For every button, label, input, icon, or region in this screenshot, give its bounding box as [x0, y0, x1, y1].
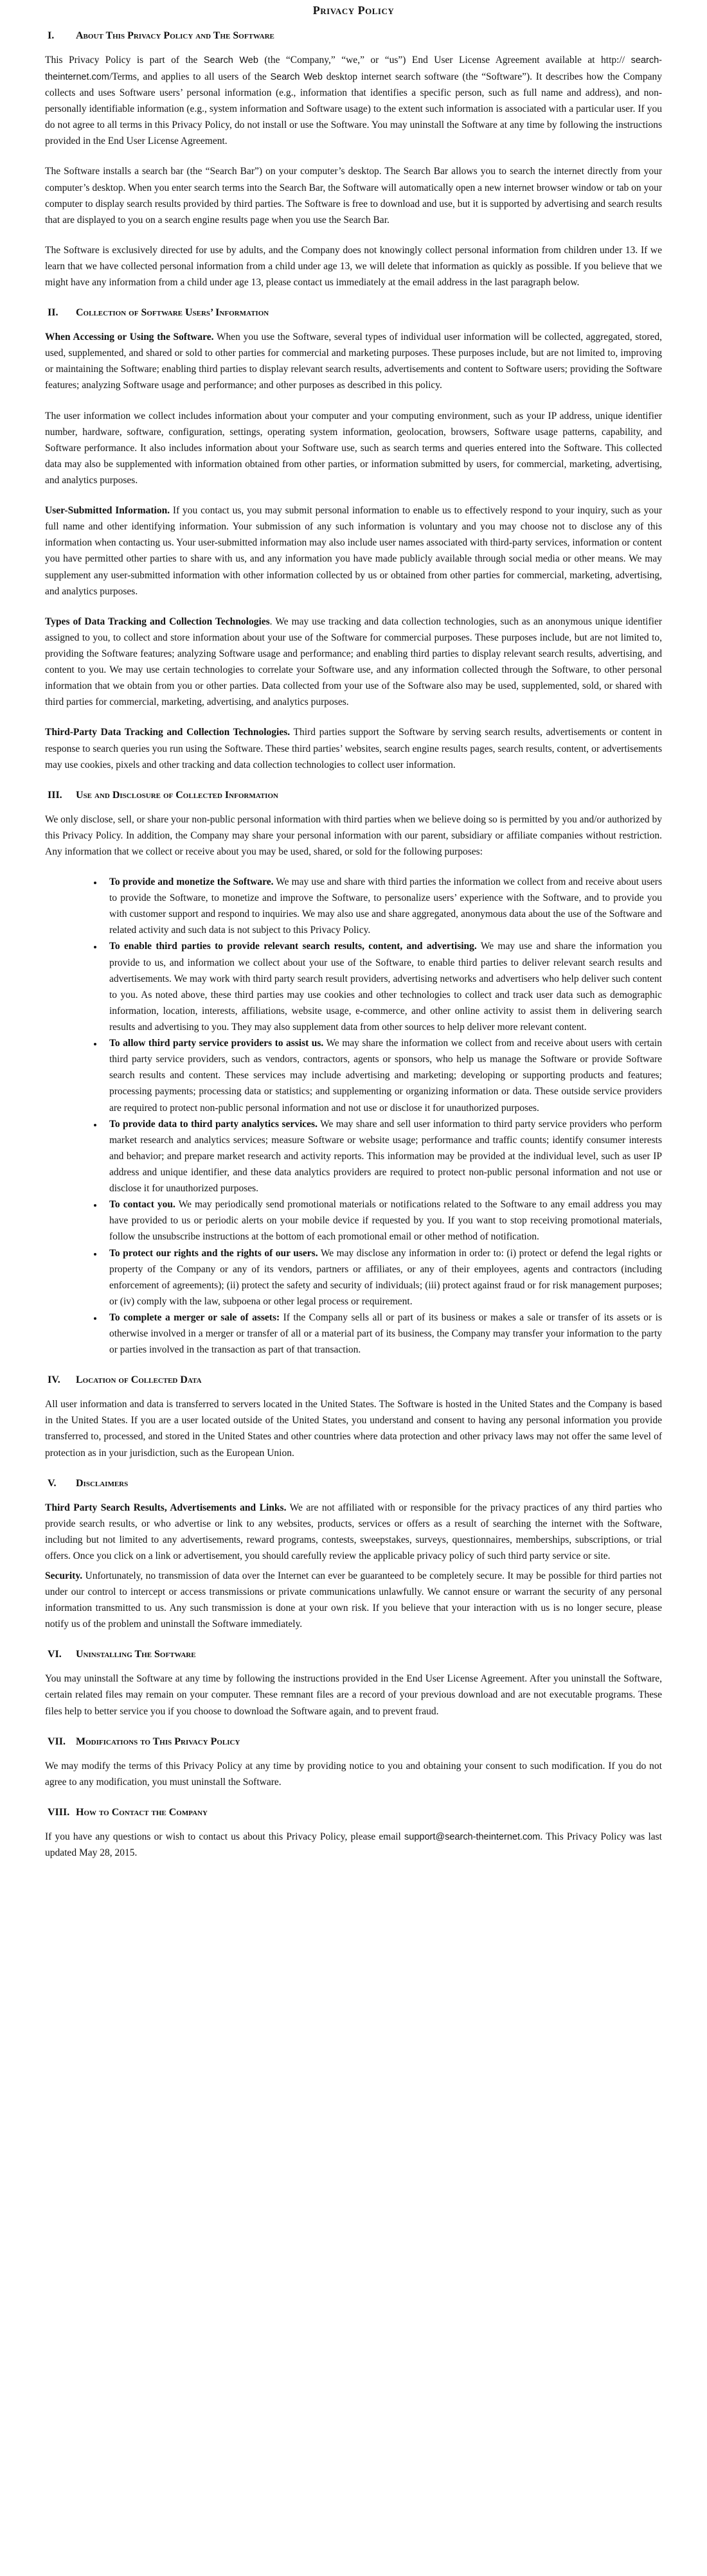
paragraph: All user information and data is transferred to servers located in the United States. The Software is hosted in the United States and the Company is based in the United States. If you are a user located outside of the United States, you understand and consent to having any personal information you provide transferred to, processed, and stored in the United States and other countries where data protection and other privacy laws may not offer the same level of protection as in your jurisdiction, such as the European Union. [45, 1399, 662, 1459]
paragraph-lead: When Accessing or Using the Software. [45, 332, 214, 343]
list-item-text: We may share and sell user information to third party service providers who perform market research and analytics services; measure Software or website usage; performance and traffic counts; identify consumer interests and behavior; and prepare market research and activity reports. This information may be provided at the individual level, such as user IP address and unique identifier, and these data analytics providers are required to protect non-public personal information and not use or disclose it for unauthorized purposes. [109, 1118, 662, 1195]
section-number: III. [48, 789, 62, 801]
text: Unfortunately, no transmission of data over the Internet can ever be guaranteed to be completely secure. It may be possible for third parties not under our control to intercept or access transmissions or private communications unlawfully. We cannot ensure or warrant the security of any personal information transmitted to us. Any such transmission is done at your own risk. If you believe that your interaction with us is no longer secure, please notify us of the problem and uninstall the Software immediately. [45, 1570, 662, 1630]
paragraph: The user information we collect includes information about your computer and your computing environment, such as your IP address, unique identifier number, hardware, software, configuration, settings, operating system information, geolocation, browsers, Software usage patterns, capability, and Software performance. It also includes information about your Software use, such as search terms and queries entered into the Software. This collected data may also be supplemented with information obtained from other parties, or information submitted by users, for commercial, marketing, advertising, and analytics purposes. [45, 410, 662, 486]
section-heading-uninstalling [45, 1646, 662, 1663]
section-title: Use and Disclosure of Collected Information [76, 789, 278, 801]
list-item [103, 1196, 662, 1245]
list-item-text: We may share the information we collect from and receive about users with certain third party service providers, such as vendors, contractors, agents or sponsors, who help us manage the Software or provide Software search results and content. These services may include advertising and marketing; developing or supporting products and features; processing payments; processing data or statistics; and supplementing or organizing information or data. These outside service providers are required to protect non-public personal information and not use or disclose it for unauthorized purposes. [109, 1038, 662, 1114]
section-number: V. [48, 1477, 57, 1489]
text: . We may use tracking and data collection technologies, such as an anonymous unique identifier assigned to you, to collect and store information about your use of the Software for commercial purposes. These purposes include, but are not limited to, providing the Software features; analyzing Software usage and performance; and enabling third parties to display relevant search results, advertising, and content to you. We may use certain technologies to correlate your Software use, and any information collected through the Software, to other personal information that we obtain from you or other parties. Data collected from your use of the Software also may be used, supplemented, sold, or shared with third parties for commercial, marketing, advertising, and analytics purposes. [45, 616, 662, 708]
website-link[interactable]: search-theinternet.com [45, 55, 662, 82]
brand-name: Search Web [270, 71, 323, 82]
paragraph [45, 502, 662, 600]
list-item-lead: To provide and monetize the Software. [109, 876, 274, 887]
text: If you contact us, you may submit personal information to enable us to effectively respond to your inquiry, such as your full name and other identifying information. Your submission of any such information is voluntary and you may choose not to disclose any of this information when contacting us. Your user-submitted information may also include user names associated with third-party services, information or content you have permitted other parties to share with us, and any information you have made publicly available through social media or other means. We may supplement any user-submitted information with other information collected by us or obtained from other parties for commercial, marketing, advertising, and analytics purposes. [45, 505, 663, 597]
paragraph [45, 329, 662, 393]
section-heading-modifications [45, 1734, 662, 1750]
list-item-text: We may periodically send promotional materials or notifications related to the Software to any email address you may have provided to us or periodic alerts on your mobile device if requested by you. If you want to stop receiving promotional materials, follow the unsubscribe instructions at the bottom of each promotional email or other method of notification. [109, 1199, 662, 1243]
paragraph [45, 614, 662, 711]
paragraph: We may modify the terms of this Privacy Policy at any time by providing notice to you and obtaining your consent to such modification. If you do not agree to any modification, you must uninstall the Software. [45, 1760, 662, 1788]
list-item [103, 1035, 662, 1116]
list-item-lead: To allow third party service providers to assist us. [109, 1038, 324, 1049]
section-title: Uninstalling The Software [76, 1649, 196, 1660]
list-item-text: If the Company sells all or part of its business or makes a sale or transfer of its assets or is otherwise involved in a merger or transfer of all or a material part of its business, the Company may transfer your information to the party or parties involved in the transaction as part of that transaction. [109, 1311, 662, 1356]
section-title: Collection of Software Users’ Information [76, 307, 269, 319]
text: We are not affiliated with or responsible for the privacy practices of any third parties who provide search results, or who advertise or link to any websites, products, services or offers as a result of searching the internet with the Software, including but not limited to any advertisements, reward programs, contests, sweepstakes, surveys, questionnaires, memberships, subscriptions, or trial offers. Once you click on a link or advertisement, you should carefully review the applicable privacy policy of such third party service or site. [45, 1502, 662, 1561]
paragraph [45, 1829, 662, 1861]
list-item-text: We may use and share with third parties the information we collect from and receive about users to provide the Software, to monetize and improve the Software, to personalize users’ experience with the Software, and to provide you with customer support and respond to inquiries. We may also use and share aggregated, anonymous data about the use of the Software and related activity and such data is not subject to this Privacy Policy. [109, 876, 662, 936]
list-item-lead: To enable third parties to provide relevant search results, content, and advertising. [109, 941, 477, 952]
page-title: Privacy Policy [312, 4, 395, 17]
section-number: VI. [48, 1649, 62, 1660]
section-title: Modifications to This Privacy Policy [76, 1736, 240, 1747]
paragraph-lead: Third-Party Data Tracking and Collection Technologies. [45, 727, 291, 738]
section-heading-location [45, 1372, 662, 1389]
section-heading-contact [45, 1804, 662, 1821]
text: (the “Company,” “we,” or “us”) End User License Agreement available at http:// [258, 55, 625, 66]
text: Third parties support the Software by serving search results, advertisements or content in response to search queries you run using the Software. These third parties’ websites, search engine results pages, search results, content, or advertisements may use cookies, pixels and other tracking and data collection technologies to collect user information. [45, 727, 662, 770]
paragraph: The Software installs a search bar (the “Search Bar”) on your computer’s desktop. The Search Bar allows you to search the internet directly from your computer’s desktop. When you enter search terms into the Search Bar, the Software will automatically open a new internet browser window or tab on your computer to display search results provided by third parties. The Software is free to download and use, but it is supported by advertising and search results that are displayed to you on a search engine results page when you use the Search Bar. [45, 166, 662, 226]
paragraph [45, 1500, 662, 1564]
text: This Privacy Policy is part of the [45, 55, 204, 66]
paragraph [45, 1568, 662, 1632]
list-item-lead: To contact you. [109, 1199, 175, 1211]
section-title: Disclaimers [76, 1477, 129, 1489]
list-item [103, 938, 662, 1035]
text: If you have any questions or wish to contact us about this Privacy Policy, please email [45, 1831, 405, 1842]
purposes-list [45, 874, 662, 1358]
paragraph-lead: Types of Data Tracking and Collection Technologies [45, 616, 270, 627]
paragraph: The Software is exclusively directed for use by adults, and the Company does not knowingly collect personal information from children under 13. If we learn that we have collected personal information from a child under age 13, we will delete that information as quickly as possible. If you believe that we might have any information from a child under age 13, please contact us immediately at the email address in the last paragraph below. [45, 244, 662, 289]
text: desktop internet search software (the “Software”). It describes how the Company collects and uses Software users’ personal information (e.g., information that identifies a specific person, such as full name and address), and non-personally identifiable information (e.g., system information and Software usage) to the extent such information is associated with a particular user. If you do not agree to all terms in this Privacy Policy, do not install or use the Software. You may uninstall the Software at any time by following the instructions provided in the End User License Agreement. [45, 71, 662, 147]
paragraph: We only disclose, sell, or share your non-public personal information with third parties when we believe doing so is permitted by you and/or authorized by this Privacy Policy. In addition, the Company may share your personal information with our parent, subsidiary or affiliate companies without restriction. Any information that we collect or receive about you may be used, shared, or sold for the following purposes: [45, 813, 662, 857]
section-title: How to Contact the Company [76, 1806, 208, 1818]
list-item [103, 874, 662, 938]
section-number: I. [48, 30, 55, 42]
list-item [103, 1245, 662, 1310]
section-heading-use-disclosure [45, 787, 662, 804]
brand-name: Search Web [203, 55, 258, 66]
section-heading-disclaimers [45, 1475, 662, 1492]
list-item-text: We may use and share the information you provide to us, and information we collect about your use of the Software, to enable third parties to deliver relevant search results and advertisements. We may work with third party search result providers, advertising networks and advertisers who help deliver such content to you. As noted above, these third parties may use cookies and other technologies to collect and track user data such as demographic information, location, interests, affiliations, website usage, e-commerce, and other online activity to assist them in delivering search results and advertising to you. They may also supplement data from other sources to help deliver more relevant content. [109, 941, 662, 1033]
section-title: Location of Collected Data [76, 1374, 202, 1386]
paragraph-lead: User-Submitted Information. [45, 505, 170, 517]
section-number: IV. [48, 1374, 60, 1386]
paragraph [45, 724, 662, 772]
list-item [103, 1116, 662, 1197]
section-title: About This Privacy Policy and The Software [76, 30, 274, 42]
list-item [103, 1310, 662, 1358]
section-number: VIII. [48, 1806, 70, 1818]
list-item-text: We may disclose any information in order to: (i) protect or defend the legal rights or property of the Company or any of its vendors, partners or affiliates, or any of their employees, agents and contractors (including enforcement of agreements); (ii) protect the safety and security of individuals; (iii) protect against fraud or for risk management purposes; or (iv) comply with the law, subpoena or other legal process or requirement. [109, 1247, 662, 1307]
section-number: VII. [48, 1736, 66, 1747]
paragraph: You may uninstall the Software at any time by following the instructions provided in the End User License Agreement. After you uninstall the Software, certain related files may remain on your computer. These remnant files are a record of your previous download and are not executable programs. These files help to better service you if you choose to download the Software again, and to prevent fraud. [45, 1673, 662, 1717]
list-item-lead: To complete a merger or sale of assets: [109, 1311, 280, 1323]
paragraph-lead: Third Party Search Results, Advertisements and Links. [45, 1502, 287, 1513]
text: . This Privacy Policy was last updated May 28, 2015. [45, 1831, 662, 1859]
section-heading-about [45, 28, 662, 44]
paragraph-lead: Security. [45, 1570, 83, 1581]
list-item-lead: To provide data to third party analytics services. [109, 1118, 318, 1130]
text: /Terms, and applies to all users of the [109, 71, 271, 82]
support-email-link[interactable]: support@search-theinternet.com [404, 1831, 541, 1842]
list-item-lead: To protect our rights and the rights of our users. [109, 1247, 318, 1259]
section-number: II. [48, 307, 58, 319]
paragraph [45, 52, 662, 149]
text: When you use the Software, several types of individual user information will be collected, aggregated, stored, used, supplemented, and shared or sold to other parties for commercial and marketing purposes. These purposes include, but are not limited to, improving or maintaining the Software; enabling third parties to display relevant search results, advertisements and content to Software users; providing the Software features; analyzing Software usage and performance; and other purposes as described in this policy. [45, 332, 662, 391]
section-heading-collection [45, 305, 662, 321]
